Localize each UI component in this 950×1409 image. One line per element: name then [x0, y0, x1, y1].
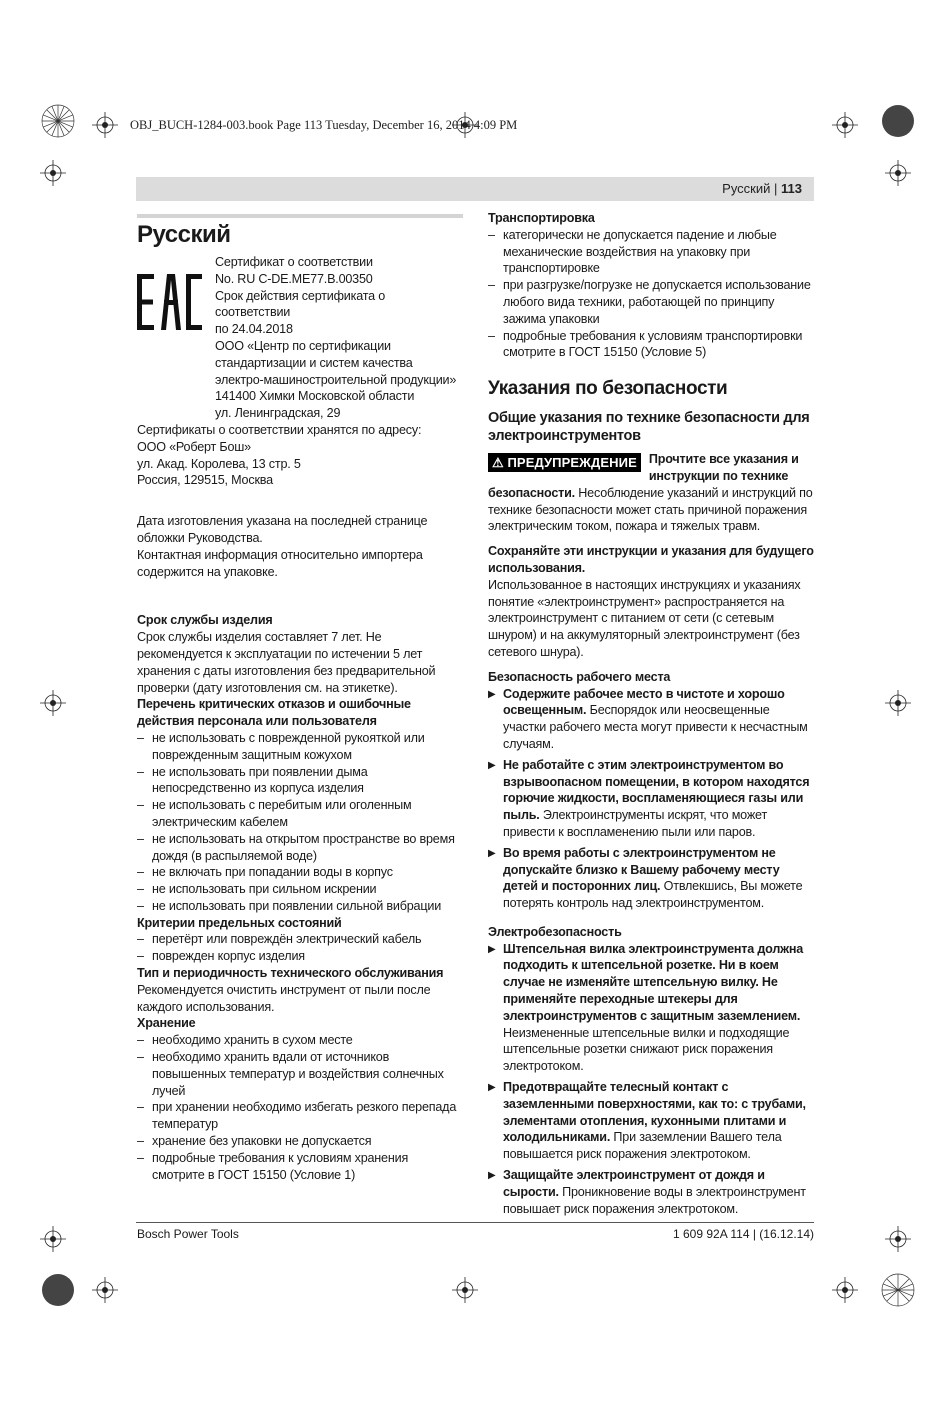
list-item: – поврежден корпус изделия [137, 948, 463, 965]
list-item: – необходимо хранить в сухом месте [137, 1032, 463, 1049]
list-item: – категорически не допускается падение и любые механические воздействия на упаковку при транспортировке [488, 227, 814, 277]
list-item: – при хранении необходимо избегать резкого перепада температур [137, 1099, 463, 1133]
limits-heading: Критерии предельных состояний [137, 915, 342, 930]
header-section: Русский [722, 181, 771, 196]
storage-line: Сертификаты о соответствии хранятся по адресу: [137, 422, 422, 437]
list-item: ▶ Предотвращайте телесный контакт с заземленными поверхностями, как то: с трубами, элементами отопления, кухонными плитами и холодильниками. При заземлении Вашего тела повышается риск поражения электротоком. [488, 1079, 814, 1163]
eac-logo-icon [137, 274, 203, 330]
storage-line: ул. Акад. Королева, 13 стр. 5 [137, 456, 301, 471]
workplace-heading: Безопасность рабочего места [488, 669, 671, 684]
print-header: OBJ_BUCH-1284-003.book Page 113 Tuesday, December 16, 2014 4:09 PM [130, 118, 518, 132]
certificate-line: Срок действия сертификата о соответствии [215, 288, 386, 320]
list-item: ▶ Защищайте электроинструмент от дождя и сырости. Проникновение воды в электроинструмент повышает риск поражения электротоком. [488, 1167, 814, 1217]
certificate-line: ул. Ленинградская, 29 [215, 406, 341, 421]
electric-list [488, 941, 814, 1218]
certificate-line: No. RU C-DE.ME77.B.00350 [215, 271, 373, 286]
list-item: – при разгрузке/погрузке не допускается использование любого вида техники, работающей по принципу зажима упаковки [488, 277, 814, 327]
crosshair-mark-icon [885, 1226, 911, 1252]
list-item: ▶ Во время работы с электроинструментом не допускайте близко к Вашему рабочему месту детей и посторонних лиц. Отвлекшись, Вы можете потерять контроль над электроинструментом. [488, 845, 814, 912]
footer-doc-number: 1 609 92A 114 | (16.12.14) [672, 1227, 814, 1241]
maintenance-text: Рекомендуется очистить инструмент от пыли после каждого использования. [137, 982, 431, 1014]
warning-triangle-icon: ⚠ [492, 455, 504, 471]
certificate-line: 141400 Химки Московской области [215, 389, 415, 404]
general-safety-heading: Общие указания по технике безопасности для электроинструментов [488, 410, 810, 445]
list-item: – необходимо хранить вдали от источников повышенных температур и воздействия солнечных лучей [137, 1049, 463, 1099]
registration-mark-icon [40, 1272, 76, 1308]
certificate-line: Сертификат о соответствии [215, 255, 373, 269]
keep-instructions: Сохраняйте эти инструкции и указания для будущего использования. [488, 544, 814, 575]
certificate-line: стандартизации и систем качества [215, 355, 413, 370]
list-item: – не использовать с перебитым или оголенным электрическим кабелем [137, 797, 463, 831]
list-item: – не использовать на открытом пространстве во время дождя (в распыляемой воде) [137, 831, 463, 865]
term-definition: Использованное в настоящих инструкциях и указаниях понятие «электроинструмент» распространяется на электроинструмент с питанием от сети (с сетевым шнуром) и на аккумуляторный электроинструмент (без сетевого шнура). [488, 577, 801, 659]
page-number: 113 [781, 181, 802, 196]
list-item: – не использовать при сильном искрении [137, 881, 463, 898]
list-item: – подробные требования к условиям транспортировки смотрите в ГОСТ 15150 (Условие 5) [488, 328, 814, 362]
crosshair-mark-icon [40, 1226, 66, 1252]
footer-brand: Bosch Power Tools [137, 1227, 239, 1241]
crosshair-mark-icon [92, 112, 118, 138]
list-item: – не использовать при появлении дыма непосредственно из корпуса изделия [137, 764, 463, 798]
warning-block [488, 451, 814, 535]
failures-heading: Перечень критических отказов и ошибочные действия персонала или пользователя [137, 697, 411, 729]
certificate-line: электро-машиностроительной продукции» [215, 372, 457, 387]
maintenance-heading: Тип и периодичность технического обслуживания [137, 966, 444, 981]
storage-line: Россия, 129515, Москва [137, 473, 273, 488]
storage-heading: Хранение [137, 1016, 196, 1031]
crosshair-mark-icon [885, 690, 911, 716]
crosshair-mark-icon [885, 160, 911, 186]
workplace-list [488, 686, 814, 912]
crosshair-mark-icon [832, 112, 858, 138]
certificate-line: по 24.04.2018 [215, 322, 293, 337]
list-item: – перетёрт или повреждён электрический кабель [137, 931, 463, 948]
limits-list [137, 931, 463, 965]
registration-mark-icon [880, 1272, 916, 1308]
right-column [488, 210, 814, 1221]
warning-badge: ⚠ ПРЕДУПРЕЖДЕНИЕ [488, 453, 641, 472]
list-item: – хранение без упаковки не допускается [137, 1133, 463, 1150]
footer-rule [136, 1222, 814, 1223]
crosshair-mark-icon [92, 1277, 118, 1303]
registration-mark-icon [40, 103, 76, 139]
transport-list [488, 227, 814, 361]
storage-line: ООО «Роберт Бош» [137, 439, 251, 454]
warning-bold: Прочтите все указания и инструкции по технике безопасности. [488, 452, 799, 500]
contact-note: Контактная информация относительно импортера содержится на упаковке. [137, 547, 423, 579]
safety-heading: Указания по безопасности [488, 378, 728, 400]
manufacture-date-note: Дата изготовления указана на последней странице обложки Руководства. [137, 514, 428, 545]
registration-mark-icon [880, 103, 916, 139]
service-life-text: Срок службы изделия составляет 7 лет. Не рекомендуется к эксплуатации по истечении 5 лет хранения с даты изготовления без предварительной проверки (дату изготовления см. на этикетке). [137, 630, 436, 695]
storage-list [137, 1032, 463, 1183]
left-column [137, 214, 463, 1183]
list-item: – не использовать при появлении сильной вибрации [137, 898, 463, 915]
electric-heading: Электробезопасность [488, 924, 622, 939]
list-item: – подробные требования к условиям хранения смотрите в ГОСТ 15150 (Условие 1) [137, 1150, 463, 1184]
list-item: ▶ Содержите рабочее место в чистоте и хорошо освещенным. Беспорядок или неосвещенные участки рабочего места могут привести к несчастным случаям. [488, 686, 814, 753]
certificate-line: ООО «Центр по сертификации [215, 338, 391, 353]
crosshair-mark-icon [832, 1277, 858, 1303]
certificate-block [215, 254, 463, 422]
crosshair-mark-icon [40, 160, 66, 186]
list-item: – не включать при попадании воды в корпус [137, 864, 463, 881]
transport-heading: Транспортировка [488, 211, 595, 225]
running-header: Русский | 113 [136, 177, 814, 201]
warning-text: Несоблюдение указаний и инструкций по технике безопасности может стать причиной поражения электрическим током, пожара и тяжелых травм. [488, 485, 813, 534]
crosshair-mark-icon [452, 1277, 478, 1303]
list-item: – не использовать с поврежденной рукояткой или поврежденным защитным кожухом [137, 730, 463, 764]
crosshair-mark-icon [40, 690, 66, 716]
page-title: Русский [137, 221, 231, 248]
certificate-storage [137, 422, 463, 489]
service-life-heading: Срок службы изделия [137, 613, 273, 628]
list-item: ▶ Не работайте с этим электроинструментом во взрывоопасном помещении, в котором находятся горючие жидкости, воспламеняющиеся газы или пыль. Электроинструменты искрят, что может привести к воспламенению пыли или паров. [488, 757, 814, 841]
failures-list [137, 730, 463, 915]
list-item: ▶ Штепсельная вилка электроинструмента должна подходить к штепсельной розетке. Ни в коем случае не изменяйте штепсельную вилку. Не применяйте переходные штекеры для электроинструментов с защитным заземлением. Неизмененные штепсельные вилки и подходящие штепсельные розетки снижают риск поражения электротоком. [488, 941, 814, 1075]
